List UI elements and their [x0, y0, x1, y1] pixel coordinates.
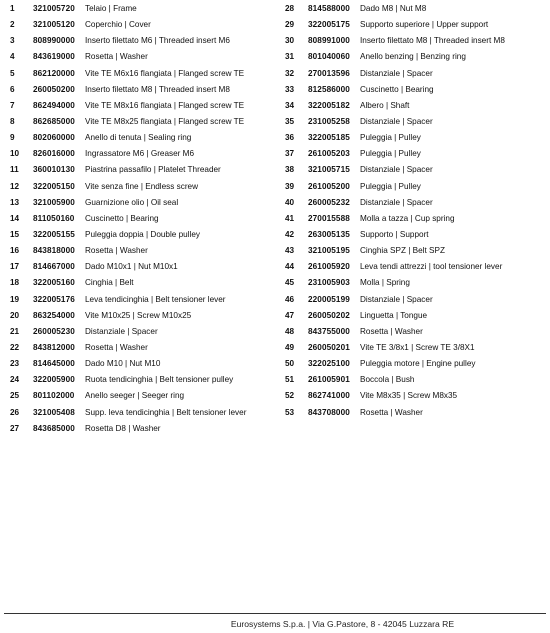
part-number: 5 — [10, 68, 15, 78]
parts-list-row — [285, 356, 547, 372]
parts-list-row — [10, 33, 278, 49]
part-number: 50 — [285, 359, 295, 369]
part-number: 25 — [10, 391, 20, 401]
part-description: Puleggia | Pulley — [360, 133, 421, 143]
parts-list-row — [10, 421, 278, 437]
parts-list-row — [10, 146, 278, 162]
part-description: Puleggia | Pulley — [360, 181, 421, 191]
part-number: 22 — [10, 342, 20, 352]
part-number: 3 — [10, 36, 15, 46]
part-code: 808991000 — [308, 36, 350, 46]
parts-list-row — [285, 227, 547, 243]
part-description: Supp. leva tendicinghia | Belt tensioner lever — [85, 407, 247, 417]
part-code: 321005195 — [308, 246, 350, 256]
parts-list-row — [10, 49, 278, 65]
part-code: 321005408 — [33, 407, 75, 417]
parts-list-row — [285, 66, 547, 82]
parts-list-row — [10, 82, 278, 98]
part-number: 16 — [10, 246, 20, 256]
part-description: Distanziale | Spacer — [360, 68, 433, 78]
part-description: Inserto filettato M6 | Threaded insert M6 — [85, 36, 230, 46]
part-description: Inserto filettato M8 | Threaded insert M8 — [85, 84, 230, 94]
part-code: 801040060 — [308, 52, 350, 62]
part-number: 37 — [285, 149, 295, 159]
part-code: 260050200 — [33, 84, 75, 94]
parts-list-row — [10, 114, 278, 130]
parts-list-row — [285, 292, 547, 308]
part-description: Cinghia | Belt — [85, 278, 134, 288]
part-code: 270015588 — [308, 213, 350, 223]
part-code: 231005903 — [308, 278, 350, 288]
part-code: 811050160 — [33, 213, 75, 223]
part-description: Molla a tazza | Cup spring — [360, 213, 455, 223]
parts-list-row — [10, 405, 278, 421]
part-number: 44 — [285, 262, 295, 272]
part-description: Distanziale | Spacer — [85, 326, 158, 336]
part-description: Leva tendicinghia | Belt tensioner lever — [85, 294, 226, 304]
parts-list-row — [285, 405, 547, 421]
part-code: 814667000 — [33, 262, 75, 272]
part-code: 814588000 — [308, 4, 350, 13]
parts-list-row — [10, 1, 278, 17]
part-number: 19 — [10, 294, 20, 304]
part-code: 826016000 — [33, 149, 75, 159]
part-number: 33 — [285, 84, 295, 94]
part-code: 322005155 — [33, 229, 75, 239]
parts-list-row — [10, 162, 278, 178]
part-number: 11 — [10, 165, 19, 175]
parts-list-right — [285, 1, 547, 421]
part-code: 263005135 — [308, 229, 350, 239]
part-description: Supporto | Support — [360, 229, 429, 239]
part-description: Piastrina passafilo | Platelet Threader — [85, 165, 221, 175]
parts-list-row — [285, 162, 547, 178]
parts-list-row — [10, 324, 278, 340]
part-code: 862685000 — [33, 116, 75, 126]
part-description: Vite TE 3/8x1 | Screw TE 3/8X1 — [360, 342, 475, 352]
parts-list-row — [10, 292, 278, 308]
part-number: 18 — [10, 278, 20, 288]
part-code: 321005120 — [33, 20, 75, 30]
part-description: Vite TE M8x16 flangiata | Flanged screw TE — [85, 100, 245, 110]
part-description: Supporto superiore | Upper support — [360, 20, 489, 30]
part-number: 24 — [10, 375, 20, 385]
parts-list-row — [10, 17, 278, 33]
part-number: 27 — [10, 423, 20, 433]
part-description: Coperchio | Cover — [85, 20, 151, 30]
parts-list-row — [10, 243, 278, 259]
part-code: 260005230 — [33, 326, 75, 336]
parts-list-row — [10, 98, 278, 114]
part-code: 863254000 — [33, 310, 75, 320]
part-code: 231005258 — [308, 116, 350, 126]
part-code: 801102000 — [33, 391, 75, 401]
part-description: Rosetta D8 | Washer — [85, 423, 161, 433]
part-description: Guarnizione olio | Oil seal — [85, 197, 179, 207]
part-code: 261005901 — [308, 375, 350, 385]
part-code: 322005160 — [33, 278, 75, 288]
part-description: Vite TE M6x16 flangiata | Flanged screw TE — [85, 68, 245, 78]
part-number: 51 — [285, 375, 295, 385]
parts-list-row — [285, 17, 547, 33]
part-code: 260005232 — [308, 197, 350, 207]
part-code: 808990000 — [33, 36, 75, 46]
parts-list-row — [285, 195, 547, 211]
parts-list-row — [10, 259, 278, 275]
parts-list-row — [285, 179, 547, 195]
part-description: Inserto filettato M8 | Threaded insert M8 — [360, 36, 505, 46]
part-code: 322005185 — [308, 133, 350, 143]
parts-list-row — [10, 66, 278, 82]
parts-list-row — [285, 211, 547, 227]
part-code: 261005200 — [308, 181, 350, 191]
part-code: 322005176 — [33, 294, 75, 304]
parts-list-row — [10, 227, 278, 243]
part-code: 260050202 — [308, 310, 350, 320]
part-code: 270013596 — [308, 68, 350, 78]
part-description: Cinghia SPZ | Belt SPZ — [360, 246, 445, 256]
part-code: 862494000 — [33, 100, 75, 110]
part-number: 12 — [10, 181, 20, 191]
part-description: Cuscinetto | Bearing — [85, 213, 159, 223]
part-number: 32 — [285, 68, 295, 78]
parts-list-row — [10, 372, 278, 388]
part-number: 23 — [10, 359, 20, 369]
part-number: 39 — [285, 181, 295, 191]
parts-list-row — [285, 49, 547, 65]
part-description: Rosetta | Washer — [85, 52, 148, 62]
part-number: 46 — [285, 294, 295, 304]
part-number: 17 — [10, 262, 20, 272]
part-code: 321005715 — [308, 165, 350, 175]
part-code: 843708000 — [308, 407, 350, 417]
parts-list-row — [285, 146, 547, 162]
part-code: 322005182 — [308, 100, 350, 110]
part-description: Anello benzing | Benzing ring — [360, 52, 466, 62]
part-description: Dado M10 | Nut M10 — [85, 359, 161, 369]
part-number: 52 — [285, 391, 295, 401]
part-code: 322005175 — [308, 20, 350, 30]
part-code: 321005900 — [33, 197, 75, 207]
parts-list-row — [285, 372, 547, 388]
part-code: 322005900 — [33, 375, 75, 385]
part-number: 38 — [285, 165, 295, 175]
part-description: Ingrassatore M6 | Greaser M6 — [85, 149, 195, 159]
part-description: Molla | Spring — [360, 278, 410, 288]
part-number: 13 — [10, 197, 20, 207]
parts-list-row — [285, 33, 547, 49]
part-description: Albero | Shaft — [360, 100, 410, 110]
part-description: Boccola | Bush — [360, 375, 415, 385]
part-code: 802060000 — [33, 133, 75, 143]
part-description: Distanziale | Spacer — [360, 294, 433, 304]
parts-list-row — [10, 275, 278, 291]
part-number: 42 — [285, 229, 295, 239]
part-description: Anello seeger | Seeger ring — [85, 391, 185, 401]
parts-list-row — [10, 308, 278, 324]
part-code: 220005199 — [308, 294, 350, 304]
part-code: 321005720 — [33, 4, 75, 13]
parts-list-row — [285, 130, 547, 146]
part-number: 30 — [285, 36, 295, 46]
footer-address: Eurosystems S.p.a. | Via G.Pastore, 8 - 42045 Luzzara RE — [230, 619, 455, 629]
part-description: Leva tendi attrezzi | tool tensioner lever — [360, 262, 503, 272]
part-number: 8 — [10, 116, 15, 126]
part-code: 322025100 — [308, 359, 350, 369]
part-description: Vite TE M8x25 flangiata | Flanged screw TE — [85, 116, 245, 126]
part-description: Puleggia | Pulley — [360, 149, 421, 159]
parts-list-row — [285, 243, 547, 259]
part-number: 21 — [10, 326, 20, 336]
part-code: 843818000 — [33, 246, 75, 256]
part-description: Puleggia doppia | Double pulley — [85, 229, 201, 239]
parts-list-row — [10, 211, 278, 227]
part-description: Vite M10x25 | Screw M10x25 — [85, 310, 192, 320]
part-description: Vite M8x35 | Screw M8x35 — [360, 391, 458, 401]
part-code: 843755000 — [308, 326, 350, 336]
part-number: 35 — [285, 116, 295, 126]
part-number: 20 — [10, 310, 20, 320]
part-number: 40 — [285, 197, 295, 207]
part-description: Linguetta | Tongue — [360, 310, 428, 320]
part-code: 862741000 — [308, 391, 350, 401]
part-number: 48 — [285, 326, 295, 336]
part-number: 49 — [285, 342, 295, 352]
part-number: 9 — [10, 133, 15, 143]
parts-list-row — [285, 275, 547, 291]
part-code: 322005150 — [33, 181, 75, 191]
parts-list-row — [285, 98, 547, 114]
part-number: 6 — [10, 84, 15, 94]
part-description: Dado M10x1 | Nut M10x1 — [85, 262, 178, 272]
part-code: 261005920 — [308, 262, 350, 272]
part-code: 812586000 — [308, 84, 350, 94]
part-number: 34 — [285, 100, 295, 110]
part-number: 10 — [10, 149, 20, 159]
part-description: Vite senza fine | Endless screw — [85, 181, 199, 191]
part-number: 45 — [285, 278, 295, 288]
parts-list-row — [285, 324, 547, 340]
part-code: 843812000 — [33, 342, 75, 352]
part-description: Anello di tenuta | Sealing ring — [85, 133, 192, 143]
part-number: 53 — [285, 407, 295, 417]
part-number: 31 — [285, 52, 295, 62]
parts-list-row — [285, 340, 547, 356]
part-number: 43 — [285, 246, 295, 256]
part-description: Rosetta | Washer — [85, 246, 148, 256]
part-code: 843685000 — [33, 423, 75, 433]
part-code: 360010130 — [33, 165, 75, 175]
parts-list-row — [10, 340, 278, 356]
parts-list-row — [285, 1, 547, 17]
part-number: 26 — [10, 407, 20, 417]
part-number: 7 — [10, 100, 15, 110]
part-code: 814645000 — [33, 359, 75, 369]
part-description: Distanziale | Spacer — [360, 197, 433, 207]
part-description: Rosetta | Washer — [85, 342, 148, 352]
part-number: 41 — [285, 213, 295, 223]
part-number: 14 — [10, 213, 20, 223]
part-description: Distanziale | Spacer — [360, 116, 433, 126]
footer-divider — [4, 613, 546, 614]
part-description: Telaio | Frame — [85, 4, 137, 13]
part-number: 15 — [10, 229, 20, 239]
part-number: 1 — [10, 4, 15, 13]
part-code: 862120000 — [33, 68, 75, 78]
part-number: 28 — [285, 4, 295, 13]
parts-list-row — [285, 308, 547, 324]
part-number: 4 — [10, 52, 15, 62]
parts-list-row — [10, 179, 278, 195]
part-description: Puleggia motore | Engine pulley — [360, 359, 476, 369]
parts-list-row — [10, 356, 278, 372]
part-description: Rosetta | Washer — [360, 326, 423, 336]
parts-list-left — [10, 1, 278, 437]
part-code: 843619000 — [33, 52, 75, 62]
parts-list-row — [10, 388, 278, 404]
parts-list-row — [285, 82, 547, 98]
part-description: Cuscinetto | Bearing — [360, 84, 434, 94]
part-number: 2 — [10, 20, 15, 30]
part-description: Ruota tendicinghia | Belt tensioner pulley — [85, 375, 234, 385]
parts-list-row — [285, 388, 547, 404]
part-number: 36 — [285, 133, 295, 143]
part-code: 261005203 — [308, 149, 350, 159]
part-description: Distanziale | Spacer — [360, 165, 433, 175]
part-code: 260050201 — [308, 342, 350, 352]
part-description: Rosetta | Washer — [360, 407, 423, 417]
parts-list-row — [285, 114, 547, 130]
parts-list-row — [10, 130, 278, 146]
parts-list-row — [10, 195, 278, 211]
part-number: 29 — [285, 20, 295, 30]
part-number: 47 — [285, 310, 295, 320]
parts-list-row — [285, 259, 547, 275]
part-description: Dado M8 | Nut M8 — [360, 4, 427, 13]
